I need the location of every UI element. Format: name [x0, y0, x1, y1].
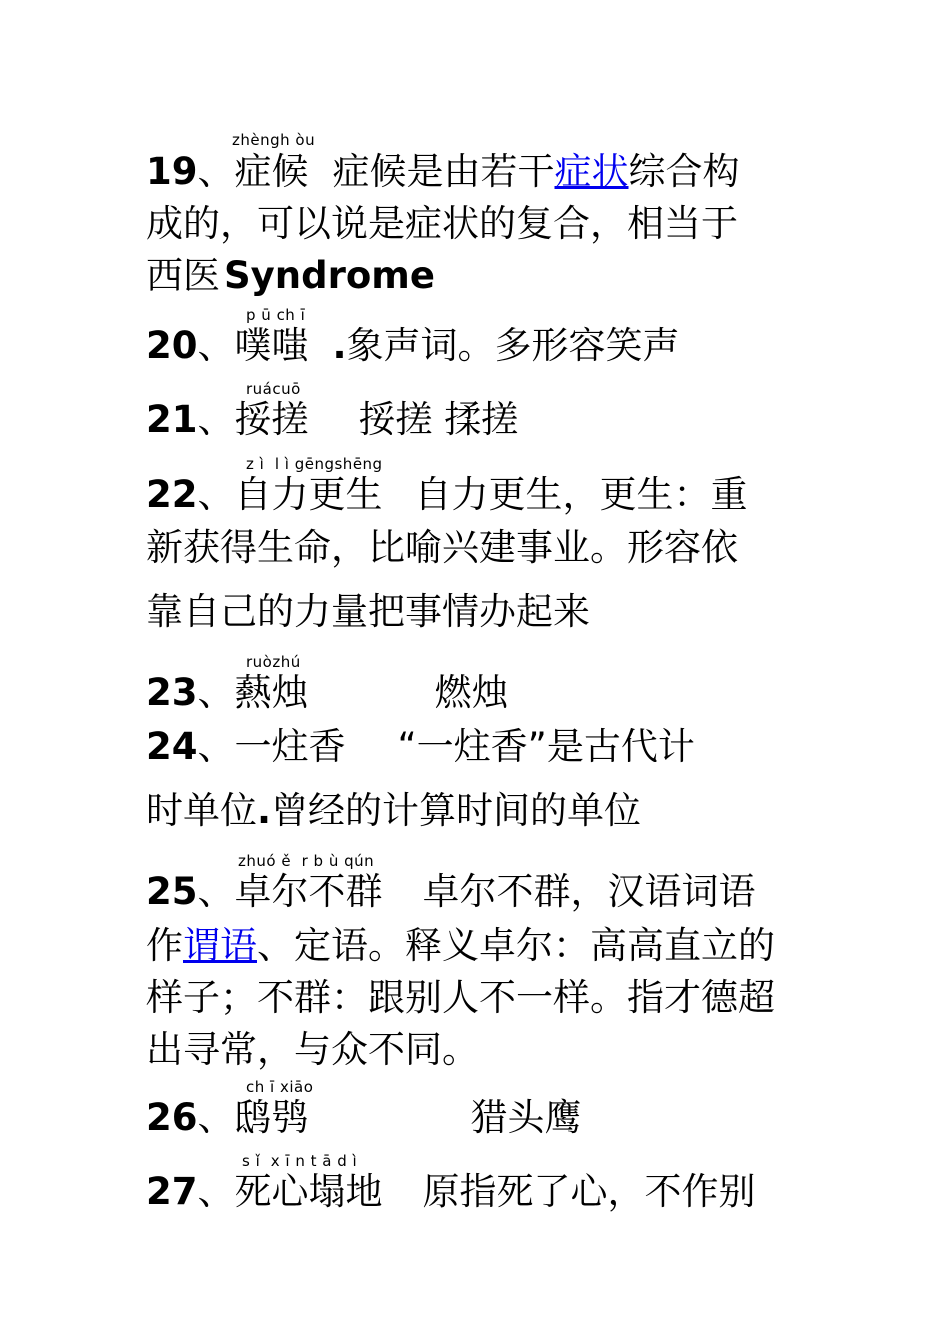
entry-definition-cont: 综合构	[628, 150, 740, 193]
separator: 、	[197, 150, 235, 193]
entry-number: 27	[146, 1170, 198, 1213]
entry-dot: .	[332, 324, 347, 367]
link-predicate[interactable]: 谓语	[183, 924, 257, 967]
entry-word: 症候	[234, 150, 309, 193]
separator: 、	[197, 1096, 235, 1139]
entry-word: 自力更生	[234, 473, 383, 516]
pinyin-annotation: s ǐ x ī n t ā d ì	[242, 1152, 358, 1170]
separator: 、	[197, 473, 235, 516]
entry-word: 鸱鸮	[234, 1096, 309, 1139]
entry-definition: 原指死了心，不作别	[422, 1170, 756, 1213]
entry-25-line-2	[146, 924, 816, 968]
entry-definition-cont: 、定语。释义卓尔：高高直立的	[257, 924, 775, 967]
entry-19	[146, 150, 816, 194]
entry-25-line-4: 出寻常，与众不同。	[146, 1028, 479, 1071]
entry-definition: 西医	[146, 254, 220, 297]
entry-number: 20	[146, 324, 198, 367]
separator: 、	[197, 671, 235, 714]
entry-25-line-3: 样子；不群：跟别人不一样。指才德超	[146, 976, 775, 1019]
entry-definition: 燃烛	[434, 671, 509, 714]
entry-number: 22	[146, 473, 198, 516]
entry-definition: 症候是由若干	[332, 150, 555, 193]
pinyin-annotation: zhèngh òu	[232, 131, 316, 149]
separator: 、	[197, 725, 235, 768]
entry-word: 爇烛	[234, 671, 309, 714]
entry-word: 卓尔不群	[234, 870, 383, 913]
entry-definition-cont: 曾经的计算时间的单位	[271, 789, 642, 832]
entry-definition: 猎头鹰	[470, 1096, 582, 1139]
entry-definition: 挼搓 揉搓	[358, 398, 519, 441]
pinyin-annotation: ruòzhú	[246, 653, 301, 671]
entry-number: 24	[146, 725, 198, 768]
entry-definition: 自力更生，更生：重	[414, 473, 748, 516]
entry-22-line-2: 新获得生命，比喻兴建事业。形容依	[146, 526, 738, 569]
entry-22	[146, 473, 816, 517]
entry-19-line-2: 成的，可以说是症状的复合，相当于	[146, 202, 738, 245]
entry-24-line-2	[146, 789, 816, 833]
entry-21	[146, 398, 816, 442]
entry-definition: 时单位	[146, 789, 257, 832]
entry-word: 挼搓	[234, 398, 309, 441]
entry-number: 23	[146, 671, 198, 714]
pinyin-annotation: p ū ch ī	[246, 306, 306, 324]
entry-word: 死心塌地	[234, 1170, 383, 1213]
entry-19-line-3	[146, 254, 816, 298]
pinyin-annotation: ch ī xiāo	[246, 1078, 314, 1096]
entry-definition: “一炷香”是古代计	[397, 725, 695, 768]
entry-22-line-3: 靠自己的力量把事情办起来	[146, 590, 590, 633]
link-symptom[interactable]: 症状	[554, 150, 629, 193]
entry-number: 26	[146, 1096, 198, 1139]
pinyin-annotation: zhuó ě r b ù qún	[238, 852, 375, 870]
entry-dot: .	[257, 789, 272, 832]
entry-25	[146, 870, 816, 914]
entry-26	[146, 1096, 816, 1140]
separator: 、	[197, 324, 235, 367]
entry-definition: 象声词。多形容笑声	[346, 324, 680, 367]
pinyin-annotation: z ì l ì gēngshēng	[246, 455, 383, 473]
entry-number: 19	[146, 150, 198, 193]
entry-definition: 作	[146, 924, 183, 967]
pinyin-annotation: ruácuō	[246, 380, 301, 398]
entry-27	[146, 1170, 816, 1214]
entry-word: 噗嗤	[234, 324, 309, 367]
entry-23	[146, 671, 816, 715]
entry-20	[146, 324, 816, 368]
separator: 、	[197, 870, 235, 913]
entry-number: 25	[146, 870, 198, 913]
entry-word: 一炷香	[234, 725, 346, 768]
separator: 、	[197, 1170, 235, 1213]
english-term: Syndrome	[224, 254, 435, 297]
entry-24	[146, 725, 816, 769]
entry-definition: 卓尔不群，汉语词语	[422, 870, 756, 913]
entry-number: 21	[146, 398, 198, 441]
separator: 、	[197, 398, 235, 441]
